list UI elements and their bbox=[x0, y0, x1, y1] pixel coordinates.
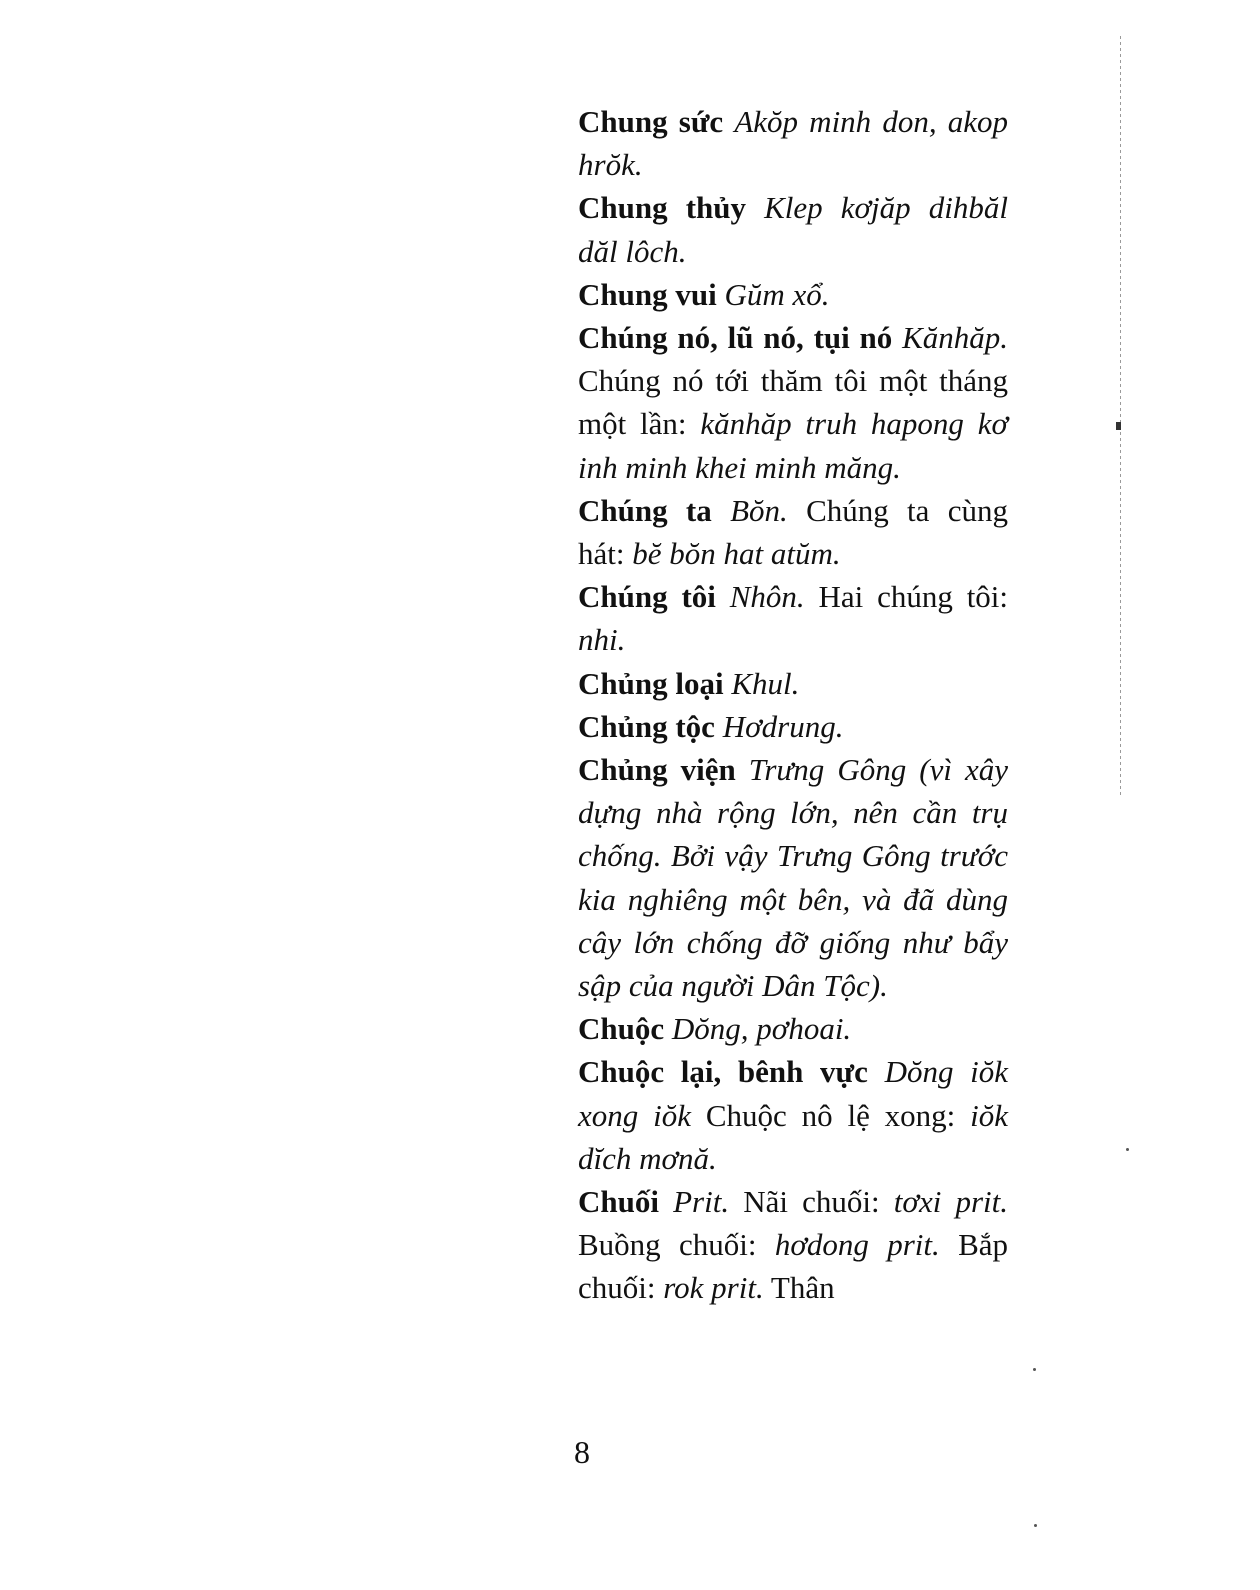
binding-mark bbox=[1116, 422, 1121, 430]
example-translation: bĕ bŏn hat atŭm. bbox=[632, 536, 841, 572]
translation: Gŭm xổ. bbox=[724, 276, 830, 312]
entry-chuoi bbox=[578, 1180, 1008, 1310]
example: Chuộc nô lệ xong: bbox=[705, 1097, 956, 1133]
headword: Chủng tộc bbox=[578, 708, 715, 744]
scan-speck bbox=[1126, 1148, 1129, 1151]
translation: Klep kơjăp dihbăl dăl lôch. bbox=[578, 190, 1008, 269]
translation: Hơdrung. bbox=[722, 708, 844, 744]
translation: Akŏp minh don, akop hrŏk. bbox=[578, 104, 1008, 183]
entry-chung-suc bbox=[578, 100, 1008, 186]
example: Bắp chuối: bbox=[578, 1227, 1009, 1306]
translation: Trưng Gông (vì xây dựng nhà rộng lớn, nên cần trụ chống. Bởi vậy Trưng Gông trước kia nghiêng một bên, và đã dùng cây lớn chống đỡ giống như bẩy sập của người Dân Tộc). bbox=[578, 752, 1008, 1004]
example: Hai chúng tôi: bbox=[818, 579, 1009, 615]
headword: Chuộc lại, bênh vực bbox=[578, 1054, 868, 1090]
headword: Chung sức bbox=[578, 104, 724, 139]
example-translation: nhi. bbox=[578, 622, 626, 658]
headword: Chúng tôi bbox=[578, 579, 716, 615]
example: Chúng nó tới thăm tôi một tháng một lần: bbox=[578, 363, 1008, 442]
entry-chung-ta bbox=[578, 489, 1008, 575]
translation: Khul. bbox=[731, 665, 800, 701]
translation: Dŏng, pơhoai. bbox=[671, 1011, 852, 1047]
example-translation: rok prit. bbox=[663, 1270, 764, 1306]
headword: Chủng loại bbox=[578, 665, 724, 701]
entry-chung-toc bbox=[578, 705, 1008, 748]
headword: Chúng nó, lũ nó, tụi nó bbox=[578, 320, 893, 356]
scan-binding-edge bbox=[1110, 36, 1126, 796]
headword: Chúng ta bbox=[578, 492, 712, 528]
entry-chuoc bbox=[578, 1007, 1008, 1050]
example-translation: hơdong prit. bbox=[774, 1227, 940, 1263]
headword: Chủng viện bbox=[578, 752, 736, 788]
binding-dotted-line bbox=[1120, 36, 1121, 796]
scan-speck bbox=[1033, 1368, 1036, 1371]
entry-chung-no bbox=[578, 316, 1008, 489]
example-translation: iŏk dĭch mơnă. bbox=[578, 1097, 1008, 1176]
headword: Chung vui bbox=[578, 276, 717, 312]
entry-chung-loai bbox=[578, 662, 1008, 705]
example: Buồng chuối: bbox=[578, 1227, 757, 1263]
entry-chung-thuy bbox=[578, 186, 1008, 272]
entry-chung-vien bbox=[578, 748, 1008, 1007]
headword: Chuộc bbox=[578, 1011, 665, 1047]
entry-chuoc-lai bbox=[578, 1050, 1008, 1180]
example-translation: tơxi prit. bbox=[893, 1184, 1008, 1220]
translation: Kănhăp. bbox=[902, 320, 1008, 356]
example: Nãi chuối: bbox=[743, 1184, 880, 1220]
scan-speck bbox=[1034, 1524, 1037, 1527]
example: Chúng ta cùng hát: bbox=[578, 492, 1008, 572]
entry-chung-toi bbox=[578, 575, 1008, 661]
translation: Bŏn. bbox=[730, 492, 788, 528]
continuation-text: Thân bbox=[770, 1270, 835, 1306]
page-number: 8 bbox=[574, 1434, 590, 1470]
dictionary-column bbox=[578, 100, 1008, 1310]
translation: Nhôn. bbox=[729, 579, 805, 615]
translation: Prit. bbox=[673, 1184, 730, 1220]
entry-chung-vui bbox=[578, 273, 1008, 316]
translation: Dŏng iŏk xong iŏk bbox=[578, 1054, 1008, 1133]
headword: Chung thủy bbox=[578, 190, 747, 226]
headword: Chuối bbox=[578, 1184, 659, 1220]
example-translation: kănhăp truh hapong kơ inh minh khei minh măng. bbox=[578, 406, 1009, 485]
